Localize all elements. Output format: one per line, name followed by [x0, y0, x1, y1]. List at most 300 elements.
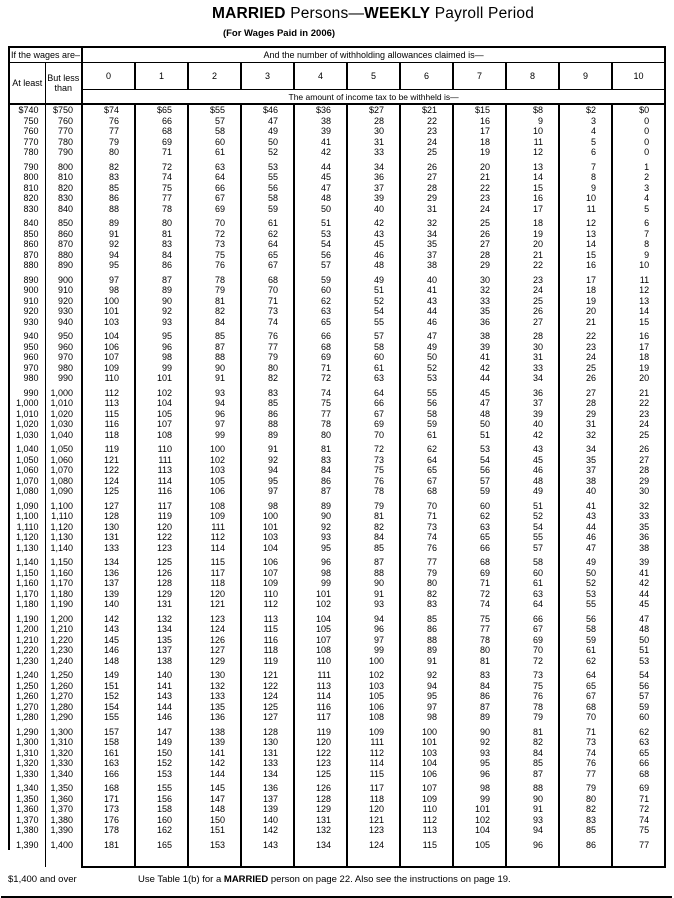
tax-value-cell: 67	[188, 193, 241, 204]
tax-value-cell: 151	[82, 681, 135, 692]
wage-but-less-cell: 1,060	[45, 455, 82, 466]
tax-value-cell: 152	[82, 691, 135, 702]
tax-value-cell: 54	[612, 666, 665, 681]
tax-value-cell: 76	[241, 327, 294, 342]
tax-value-cell: 145	[82, 635, 135, 646]
tax-value-cell: 73	[241, 306, 294, 317]
tax-value-cell: 48	[506, 476, 559, 487]
tax-value-cell: 91	[347, 589, 400, 600]
tax-value-cell: 92	[82, 239, 135, 250]
at-least-header: At least	[9, 62, 45, 104]
tax-value-cell: 106	[347, 702, 400, 713]
tax-value-cell: 38	[612, 543, 665, 554]
tax-value-cell: 30	[506, 342, 559, 353]
tax-value-cell: 69	[294, 352, 347, 363]
tax-value-cell: 19	[506, 229, 559, 240]
tax-value-cell: 19	[453, 147, 506, 158]
wage-but-less-cell: 1,070	[45, 465, 82, 476]
tax-value-cell: 46	[506, 465, 559, 476]
tax-value-cell: 77	[612, 836, 665, 851]
tax-value-cell: 36	[347, 172, 400, 183]
tax-value-cell: 84	[453, 681, 506, 692]
tax-value-cell: 61	[347, 363, 400, 374]
wage-but-less-cell: 1,050	[45, 440, 82, 455]
tax-value-cell: 63	[294, 306, 347, 317]
tax-value-cell: 80	[294, 430, 347, 441]
footer-note-post: person on page 22. Also see the instructions on page 19.	[268, 874, 511, 885]
tax-value-cell: 37	[559, 465, 612, 476]
tax-value-cell: 140	[241, 815, 294, 826]
tax-value-cell: 70	[241, 285, 294, 296]
tax-value-cell: 17	[612, 342, 665, 353]
wage-at-least-cell: 1,010	[9, 409, 45, 420]
tax-value-cell: 18	[559, 285, 612, 296]
tax-value-cell: 126	[294, 779, 347, 794]
wage-at-least-cell: 1,350	[9, 794, 45, 805]
tax-value-cell: 93	[347, 599, 400, 610]
tax-value-cell: 131	[135, 599, 188, 610]
tax-value-cell: 0	[612, 137, 665, 148]
tax-value-cell: 126	[188, 635, 241, 646]
tax-value-cell: 119	[135, 511, 188, 522]
tax-value-cell: 87	[347, 553, 400, 568]
tax-value-cell: 14	[559, 239, 612, 250]
tax-value-cell: 96	[135, 342, 188, 353]
tax-value-cell: 72	[347, 440, 400, 455]
tax-value-cell: 32	[453, 285, 506, 296]
wage-at-least-cell: 1,340	[9, 779, 45, 794]
tax-value-cell: 81	[347, 511, 400, 522]
tax-value-cell: 129	[135, 589, 188, 600]
tax-value-cell: 1	[612, 158, 665, 173]
spacer-cell	[9, 850, 45, 867]
tax-value-cell: 108	[135, 430, 188, 441]
tax-value-cell: 86	[294, 476, 347, 487]
tax-value-cell: 149	[82, 666, 135, 681]
tax-value-cell: 101	[241, 522, 294, 533]
table-row	[9, 511, 665, 522]
tax-value-cell: 81	[188, 296, 241, 307]
wage-at-least-cell: 780	[9, 147, 45, 158]
tax-value-cell: 57	[453, 476, 506, 487]
tax-value-cell: 22	[453, 183, 506, 194]
tax-value-cell: 68	[400, 486, 453, 497]
tax-value-cell: 95	[453, 758, 506, 769]
tax-value-cell: 150	[188, 815, 241, 826]
tax-value-cell: 49	[559, 553, 612, 568]
wage-at-least-cell: 870	[9, 250, 45, 261]
table-row	[9, 666, 665, 681]
tax-value-cell: 77	[82, 126, 135, 137]
tax-value-cell: 94	[400, 681, 453, 692]
tax-value-cell: 45	[612, 599, 665, 610]
tax-value-cell: 139	[188, 737, 241, 748]
table-row	[9, 327, 665, 342]
tax-value-cell: 154	[82, 702, 135, 713]
tax-value-cell: 58	[188, 126, 241, 137]
tax-value-cell: 130	[188, 666, 241, 681]
tax-value-cell: 14	[612, 306, 665, 317]
tax-value-cell: 57	[506, 543, 559, 554]
tax-value-cell: 100	[82, 296, 135, 307]
tax-value-cell: 40	[400, 271, 453, 286]
table-row	[9, 193, 665, 204]
wage-but-less-cell: 1,360	[45, 794, 82, 805]
tax-value-cell: 26	[612, 440, 665, 455]
tax-value-cell: 136	[188, 712, 241, 723]
tax-value-cell: 96	[453, 769, 506, 780]
tax-value-cell: 7	[559, 158, 612, 173]
allowance-col-header: 0	[82, 62, 135, 90]
tax-value-cell: 90	[347, 578, 400, 589]
spacer-cell	[82, 850, 135, 867]
tax-value-cell: 74	[294, 384, 347, 399]
table-row	[9, 691, 665, 702]
wage-at-least-cell: 940	[9, 327, 45, 342]
tax-value-cell: 46	[559, 532, 612, 543]
tax-value-cell: 51	[506, 497, 559, 512]
table-row	[9, 497, 665, 512]
spacer-cell	[400, 850, 453, 867]
tax-value-cell: 41	[612, 568, 665, 579]
tax-value-cell: 78	[135, 204, 188, 215]
tax-value-cell: 59	[453, 486, 506, 497]
table-row	[9, 306, 665, 317]
tax-value-cell: 93	[453, 748, 506, 759]
tax-value-cell: 122	[294, 748, 347, 759]
tax-value-cell: 134	[241, 769, 294, 780]
tax-value-cell: 134	[82, 553, 135, 568]
tax-value-cell: 29	[612, 476, 665, 487]
tax-value-cell: 42	[294, 147, 347, 158]
tax-value-cell: 94	[347, 610, 400, 625]
tax-value-cell: 48	[294, 193, 347, 204]
footer-note-married: MARRIED	[223, 874, 269, 885]
tax-value-cell: 98	[400, 712, 453, 723]
tax-value-cell: 28	[612, 465, 665, 476]
tax-value-cell: 12	[612, 285, 665, 296]
tax-value-cell: 37	[506, 398, 559, 409]
tax-value-cell: 104	[241, 543, 294, 554]
tax-value-cell: 17	[506, 204, 559, 215]
tax-value-cell: 24	[400, 137, 453, 148]
tax-value-cell: 24	[453, 204, 506, 215]
tax-value-cell: 138	[135, 656, 188, 667]
tax-value-cell: 118	[82, 430, 135, 441]
tax-value-cell: 64	[506, 599, 559, 610]
tax-value-cell: 127	[188, 645, 241, 656]
tax-value-cell: 136	[241, 779, 294, 794]
tax-value-cell: 128	[294, 794, 347, 805]
tax-value-cell: 115	[347, 769, 400, 780]
tax-value-cell: 75	[135, 183, 188, 194]
tax-value-cell: 58	[241, 193, 294, 204]
tax-value-cell: 120	[347, 804, 400, 815]
wage-at-least-cell: 1,130	[9, 543, 45, 554]
tax-value-cell: 128	[135, 578, 188, 589]
tax-value-cell: 9	[506, 116, 559, 127]
tax-value-cell: 71	[135, 147, 188, 158]
wage-but-less-cell: 1,180	[45, 589, 82, 600]
wage-but-less-cell: 930	[45, 306, 82, 317]
tax-value-cell: 121	[241, 666, 294, 681]
tax-value-cell: 32	[559, 430, 612, 441]
tax-value-cell: 45	[506, 455, 559, 466]
tax-value-cell: 72	[453, 589, 506, 600]
tax-value-cell: 40	[506, 419, 559, 430]
table-row	[9, 645, 665, 656]
tax-value-cell: 116	[82, 419, 135, 430]
tax-value-cell: 96	[506, 836, 559, 851]
tax-value-cell: 61	[188, 147, 241, 158]
tax-value-cell: 83	[294, 455, 347, 466]
tax-value-cell: 96	[294, 553, 347, 568]
tax-value-cell: 89	[82, 214, 135, 229]
tax-value-cell: 140	[135, 666, 188, 681]
wage-but-less-cell: 850	[45, 214, 82, 229]
tax-value-cell: 10	[612, 260, 665, 271]
tax-value-cell: 53	[400, 373, 453, 384]
tax-value-cell: 121	[82, 455, 135, 466]
tax-value-cell: 66	[135, 116, 188, 127]
tax-value-cell: 75	[294, 398, 347, 409]
tax-value-cell: 100	[188, 440, 241, 455]
tax-value-cell: 68	[135, 126, 188, 137]
tax-value-cell: 131	[294, 815, 347, 826]
tax-value-cell: 98	[294, 568, 347, 579]
tax-value-cell: 67	[559, 691, 612, 702]
wage-at-least-cell: 1,140	[9, 553, 45, 568]
tax-value-cell: 94	[241, 465, 294, 476]
tax-value-cell: 82	[400, 589, 453, 600]
tax-value-cell: 127	[241, 712, 294, 723]
allowance-col-header: 5	[347, 62, 400, 90]
table-row	[9, 363, 665, 374]
wage-but-less-cell: 1,270	[45, 691, 82, 702]
wage-at-least-cell: 1,190	[9, 610, 45, 625]
tax-value-cell: 30	[612, 486, 665, 497]
tax-value-cell: 87	[453, 702, 506, 713]
tax-value-cell: 98	[241, 497, 294, 512]
tax-value-cell: 92	[135, 306, 188, 317]
tax-value-cell: 148	[188, 804, 241, 815]
table-row	[9, 758, 665, 769]
tax-value-cell: 28	[506, 327, 559, 342]
wage-at-least-cell: 990	[9, 384, 45, 399]
tax-value-cell: 116	[294, 702, 347, 713]
wage-at-least-cell: 1,300	[9, 737, 45, 748]
wage-at-least-cell: 1,020	[9, 419, 45, 430]
tax-value-cell: 3	[559, 116, 612, 127]
tax-value-cell: 74	[453, 599, 506, 610]
tax-value-cell: 8	[612, 239, 665, 250]
tax-value-cell: 18	[453, 137, 506, 148]
tax-value-cell: 153	[188, 836, 241, 851]
tax-value-cell: 99	[294, 578, 347, 589]
tax-value-cell: 81	[506, 723, 559, 738]
tax-value-cell: 122	[241, 681, 294, 692]
table-row	[9, 158, 665, 173]
wage-but-less-cell: 1,380	[45, 815, 82, 826]
tax-value-cell: 109	[82, 363, 135, 374]
tax-value-cell: 89	[294, 497, 347, 512]
table-row	[9, 214, 665, 229]
wage-but-less-cell: 1,310	[45, 737, 82, 748]
wage-but-less-cell: 920	[45, 296, 82, 307]
tax-value-cell: 65	[294, 317, 347, 328]
tax-value-cell: 79	[347, 497, 400, 512]
wage-at-least-cell: $740	[9, 104, 45, 116]
tax-value-cell: 133	[188, 691, 241, 702]
tax-value-cell: 139	[241, 804, 294, 815]
wage-at-least-cell: 1,160	[9, 578, 45, 589]
tax-value-cell: 139	[82, 589, 135, 600]
tax-value-cell: 51	[294, 214, 347, 229]
table-row	[9, 373, 665, 384]
wage-but-less-cell: 1,370	[45, 804, 82, 815]
tax-value-cell: 101	[400, 737, 453, 748]
tax-value-cell: 133	[82, 543, 135, 554]
tax-value-cell: 61	[241, 214, 294, 229]
tax-value-cell: 25	[612, 430, 665, 441]
footer-note-pre: Use Table 1(b) for a	[138, 874, 224, 885]
tax-value-cell: 166	[82, 769, 135, 780]
tax-value-cell: 27	[453, 239, 506, 250]
tax-value-cell: 68	[294, 342, 347, 353]
tax-value-cell: 80	[400, 578, 453, 589]
tax-value-cell: 63	[453, 522, 506, 533]
tax-value-cell: 28	[347, 116, 400, 127]
tax-value-cell: 113	[400, 825, 453, 836]
tax-value-cell: 137	[241, 794, 294, 805]
tax-value-cell: 124	[241, 691, 294, 702]
tax-value-cell: 79	[82, 137, 135, 148]
wage-at-least-cell: 810	[9, 183, 45, 194]
tax-value-cell: 91	[506, 804, 559, 815]
tax-value-cell: 146	[82, 645, 135, 656]
wage-but-less-cell: 1,120	[45, 522, 82, 533]
allowance-col-header: 7	[453, 62, 506, 90]
tax-value-cell: 47	[400, 327, 453, 342]
tax-value-cell: 71	[612, 794, 665, 805]
wage-at-least-cell: 1,240	[9, 666, 45, 681]
tax-value-cell: 39	[453, 342, 506, 353]
tax-value-cell: 74	[559, 748, 612, 759]
tax-value-cell: 110	[400, 804, 453, 815]
table-row	[9, 239, 665, 250]
tax-value-cell: $8	[506, 104, 559, 116]
tax-value-cell: 64	[559, 666, 612, 681]
tax-value-cell: 42	[453, 363, 506, 374]
tax-value-cell: 71	[400, 511, 453, 522]
table-row	[9, 465, 665, 476]
wage-but-less-cell: 870	[45, 239, 82, 250]
tax-value-cell: 49	[400, 342, 453, 353]
tax-value-cell: 36	[612, 532, 665, 543]
tax-value-cell: 33	[453, 296, 506, 307]
wage-at-least-cell: 1,120	[9, 532, 45, 543]
tax-value-cell: 52	[400, 363, 453, 374]
spacer-cell	[45, 850, 82, 867]
tax-value-cell: 83	[400, 599, 453, 610]
tax-value-cell: 85	[241, 398, 294, 409]
tax-value-cell: 37	[347, 183, 400, 194]
spacer-cell	[188, 850, 241, 867]
tax-value-cell: 50	[294, 204, 347, 215]
tax-value-cell: 13	[559, 229, 612, 240]
wage-at-least-cell: 1,230	[9, 656, 45, 667]
tax-value-cell: 138	[188, 723, 241, 738]
tax-value-cell: 5	[612, 204, 665, 215]
tax-value-cell: 70	[559, 712, 612, 723]
spacer-cell	[506, 850, 559, 867]
tax-value-cell: 90	[506, 794, 559, 805]
tax-value-cell: 47	[453, 398, 506, 409]
table-row	[9, 578, 665, 589]
tax-value-cell: 27	[400, 172, 453, 183]
tax-value-cell: 23	[612, 409, 665, 420]
tax-value-cell: 21	[612, 384, 665, 399]
tax-value-cell: 44	[559, 522, 612, 533]
tax-value-cell: $65	[135, 104, 188, 116]
tax-value-cell: 135	[135, 635, 188, 646]
tax-value-cell: 84	[188, 317, 241, 328]
tax-value-cell: 79	[188, 285, 241, 296]
tax-value-cell: 119	[241, 656, 294, 667]
footer-note	[138, 874, 511, 885]
wage-but-less-cell: 1,250	[45, 666, 82, 681]
wage-but-less-cell: 950	[45, 327, 82, 342]
tax-value-cell: 11	[559, 204, 612, 215]
tax-value-cell: 119	[82, 440, 135, 455]
tax-value-cell: 104	[453, 825, 506, 836]
wage-but-less-cell: 1,080	[45, 476, 82, 487]
tax-value-cell: 92	[400, 666, 453, 681]
wage-but-less-cell: 1,000	[45, 384, 82, 399]
tax-value-cell: 57	[294, 260, 347, 271]
tax-value-cell: 37	[400, 250, 453, 261]
tax-value-cell: 85	[400, 610, 453, 625]
tax-value-cell: 155	[135, 779, 188, 794]
tax-value-cell: $27	[347, 104, 400, 116]
tax-value-cell: 59	[400, 419, 453, 430]
tax-value-cell: 52	[241, 147, 294, 158]
tax-value-cell: 94	[82, 250, 135, 261]
allowance-col-header: 9	[559, 62, 612, 90]
tax-value-cell: 59	[294, 271, 347, 286]
tax-value-cell: 116	[241, 635, 294, 646]
tax-value-cell: 76	[506, 691, 559, 702]
tax-value-cell: 104	[400, 758, 453, 769]
tax-value-cell: 112	[347, 748, 400, 759]
tax-value-cell: 86	[453, 691, 506, 702]
tax-value-cell: 0	[612, 116, 665, 127]
tax-value-cell: 54	[506, 522, 559, 533]
tax-value-cell: 6	[559, 147, 612, 158]
wage-but-less-cell: 1,390	[45, 825, 82, 836]
tax-value-cell: 73	[506, 666, 559, 681]
wage-at-least-cell: 1,040	[9, 440, 45, 455]
tax-value-cell: 42	[612, 578, 665, 589]
tax-value-cell: 104	[294, 610, 347, 625]
wage-at-least-cell: 1,170	[9, 589, 45, 600]
table-row	[9, 815, 665, 826]
tax-value-cell: 73	[559, 737, 612, 748]
tax-value-cell: 40	[347, 204, 400, 215]
tax-value-cell: 11	[612, 271, 665, 286]
tax-value-cell: 16	[506, 193, 559, 204]
wage-but-less-cell: 770	[45, 126, 82, 137]
